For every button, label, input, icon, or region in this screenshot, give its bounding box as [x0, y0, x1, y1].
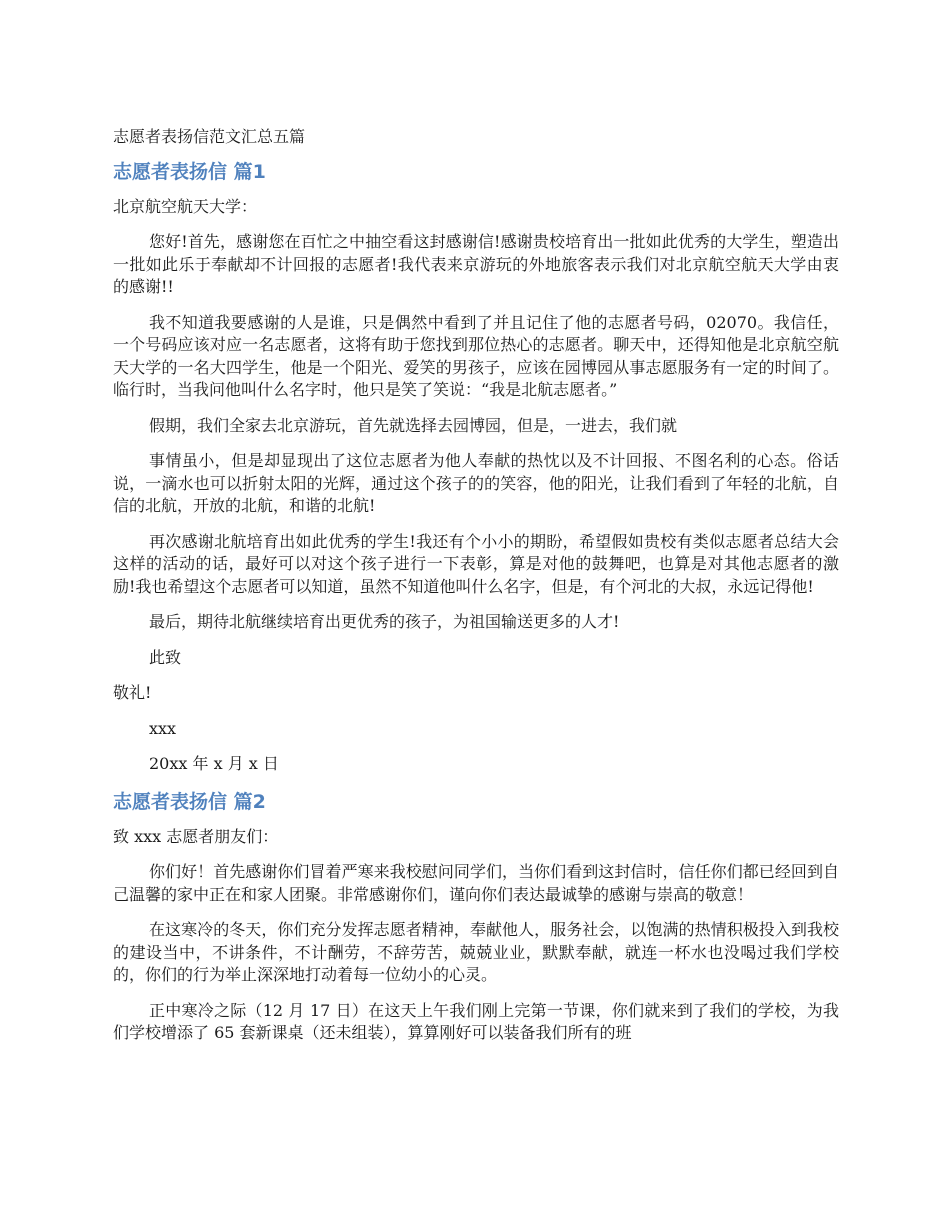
paragraph: 你们好！首先感谢你们冒着严寒来我校慰问同学们，当你们看到这封信时，信任你们都已经回到自己温馨的家中正在和家人团聚。非常感谢你们，谨向你们表达最诚挚的感谢与崇高的敬意！: [113, 862, 839, 904]
date: 20xx 年 x 月 x 日: [149, 754, 279, 773]
paragraph: 在这寒冷的冬天，你们充分发挥志愿者精神，奉献他人，服务社会，以饱满的热情积极投入到我校的建设当中，不讲条件，不计酬劳，不辞劳苦，兢兢业业，默默奉献，就连一杯水也没喝过我们学校的，你们的行为举止深深地打动着每一位幼小的心灵。: [113, 920, 839, 984]
salutation: 北京航空航天大学：: [113, 196, 258, 216]
paragraph: 正中寒冷之际（12 月 17 日）在这天上午我们刚上完第一节课，你们就来到了我们的学校，为我们学校增添了 65 套新课桌（还未组装），算算刚好可以装备我们所有的班: [113, 1000, 839, 1042]
regards: 敬礼!: [113, 683, 152, 702]
paragraph: 您好!首先，感谢您在百忙之中抽空看这封感谢信!感谢贵校培育出一批如此优秀的大学生，塑造出一批如此乐于奉献却不计回报的志愿者!我代表来京游玩的外地旅客表示我们对北京航空航天大学由衷的感谢!!: [113, 232, 839, 296]
document-page: [113, 126, 839, 1058]
document-title: 志愿者表扬信范文汇总五篇: [113, 127, 306, 146]
section-1: [113, 159, 839, 776]
paragraph: 假期，我们全家去北京游玩，首先就选择去园博园，但是，一进去，我们就: [149, 415, 678, 435]
paragraph: 再次感谢北航培育出如此优秀的学生!我还有个小小的期盼，希望假如贵校有类似志愿者总结大会这样的活动的话，最好可以对这个孩子进行一下表彰，算是对他的鼓舞吧，也算是对其他志愿者的激励!我也希望这个志愿者可以知道，虽然不知道他叫什么名字，但是，有个河北的大叔，永远记得他!: [113, 531, 839, 596]
closing: 此致: [149, 647, 182, 667]
salutation: 致 xxx 志愿者朋友们：: [113, 826, 279, 846]
paragraph: 最后，期待北航继续培育出更优秀的孩子，为祖国输送更多的人才!: [149, 612, 620, 631]
section-2: [113, 789, 839, 1045]
section-heading: 志愿者表扬信 篇1: [113, 160, 266, 183]
section-heading: 志愿者表扬信 篇2: [113, 790, 266, 813]
paragraph: 事情虽小，但是却显现出了这位志愿者为他人奉献的热忱以及不计回报、不图名利的心态。俗话说，一滴水也可以折射太阳的光辉，通过这个孩子的的笑容，他的阳光，让我们看到了年轻的北航，自信的北航，开放的北航，和谐的北航!: [113, 451, 839, 515]
paragraph: 我不知道我要感谢的人是谁，只是偶然中看到了并且记住了他的志愿者号码，02070。我信任，一个号码应该对应一名志愿者，这将有助于您找到那位热心的志愿者。聊天中，还得知他是北京航空航天大学的一名大四学生，他是一个阳光、爱笑的男孩子，应该在园博园从事志愿服务有一定的时间了。临行时，当我问他叫什么名字时，他只是笑了笑说：“我是北航志愿者。”: [113, 312, 839, 399]
signature: xxx: [149, 718, 177, 738]
